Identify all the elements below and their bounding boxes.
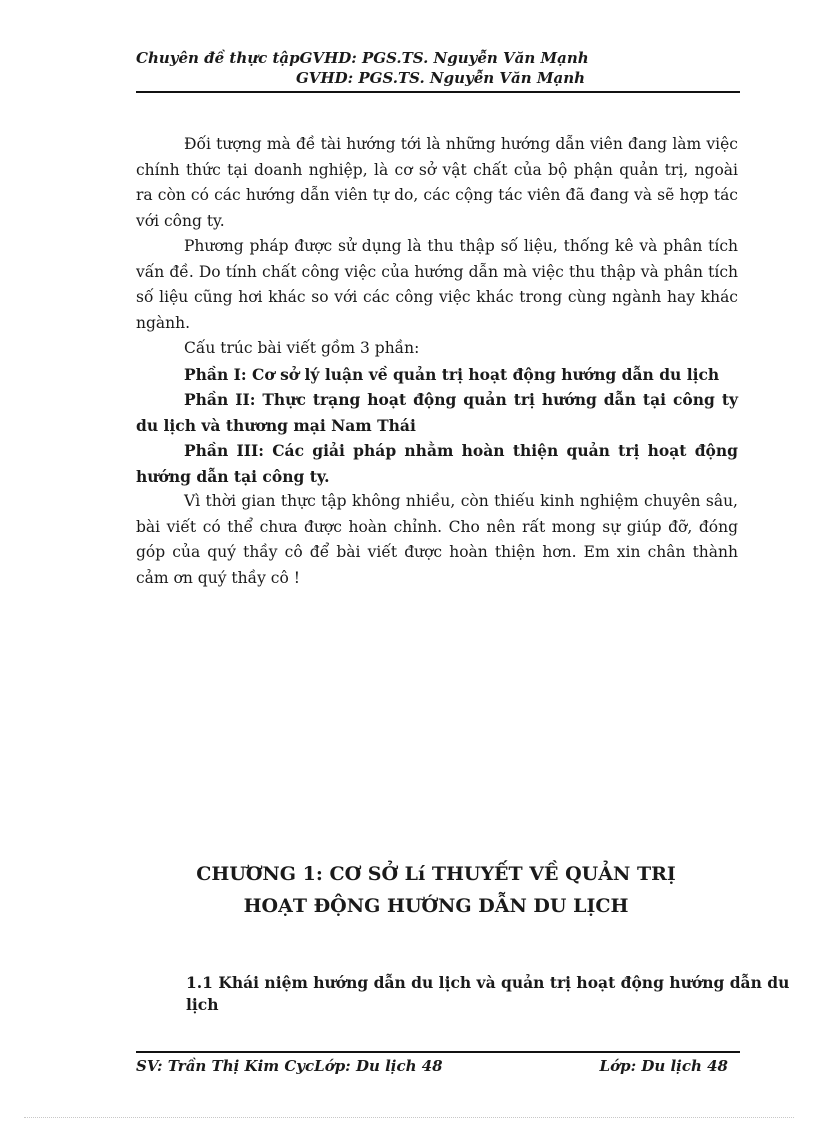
section-heading: 1.1 Khái niệm hướng dẫn du lịch và quản trị hoạt động hướng dẫn du lịch [186, 973, 790, 1014]
chapter-title-line-2: HOẠT ĐỘNG HƯỚNG DẪN DU LỊCH [243, 895, 629, 917]
header-divider [136, 91, 740, 93]
paragraph-structure: Cấu trúc bài viết gồm 3 phần: [184, 339, 420, 357]
paragraph-method: Phương pháp được sử dụng là thu thập số liệu, thống kê và phân tích vấn đề. Do tính chất công việc của hướng dẫn mà việc thu thập và phân tích số liệu cũng hơi khác so với các công việc khác trong cùng ngành hay khác ngành. [136, 237, 738, 332]
footer-divider [136, 1051, 740, 1053]
header-line-2: GVHD: PGS.TS. Nguyễn Văn Mạnh [296, 69, 586, 87]
paragraph-scope: Đối tượng mà đề tài hướng tới là những hướng dẫn viên đang làm việc chính thức tại doanh nghiệp, là cơ sở vật chất của bộ phận quản trị, ngoài ra còn có các hướng dẫn viên tự do, các cộng tác viên đã đang và sẽ hợp tác với công ty. [136, 135, 738, 230]
footer-class: Lớp: Du lịch 48 [599, 1057, 728, 1075]
document-body [136, 132, 738, 591]
page-header [136, 48, 740, 88]
paragraph-closing: Vì thời gian thực tập không nhiều, còn thiếu kinh nghiệm chuyên sâu, bài viết có thể chưa được hoàn chỉnh. Cho nên rất mong sự giúp đỡ, đóng góp của quý thầy cô để bài viết được hoàn thiện hơn. Em xin chân thành cảm ơn quý thầy cô ! [136, 492, 738, 587]
part-3-heading: Phần III: Các giải pháp nhằm hoàn thiện quản trị hoạt động hướng dẫn tại công ty. [136, 441, 738, 486]
page-bottom-edge [24, 1117, 794, 1118]
part-2-heading: Phần II: Thực trạng hoạt động quản trị hướng dẫn tại công ty du lịch và thương mại Nam Thái [136, 390, 738, 435]
chapter-title-line-1: CHƯƠNG 1: CƠ SỞ Lí THUYẾT VỀ QUẢN TRỊ [196, 863, 676, 885]
part-1-heading: Phần I: Cơ sở lý luận về quản trị hoạt động hướng dẫn du lịch [184, 364, 720, 384]
chapter-title [136, 858, 736, 922]
footer-student: SV: Trần Thị Kim CycLớp: Du lịch 48 [136, 1057, 443, 1075]
header-line-1: Chuyên đề thực tậpGVHD: PGS.TS. Nguyễn Văn Mạnh [136, 49, 589, 67]
